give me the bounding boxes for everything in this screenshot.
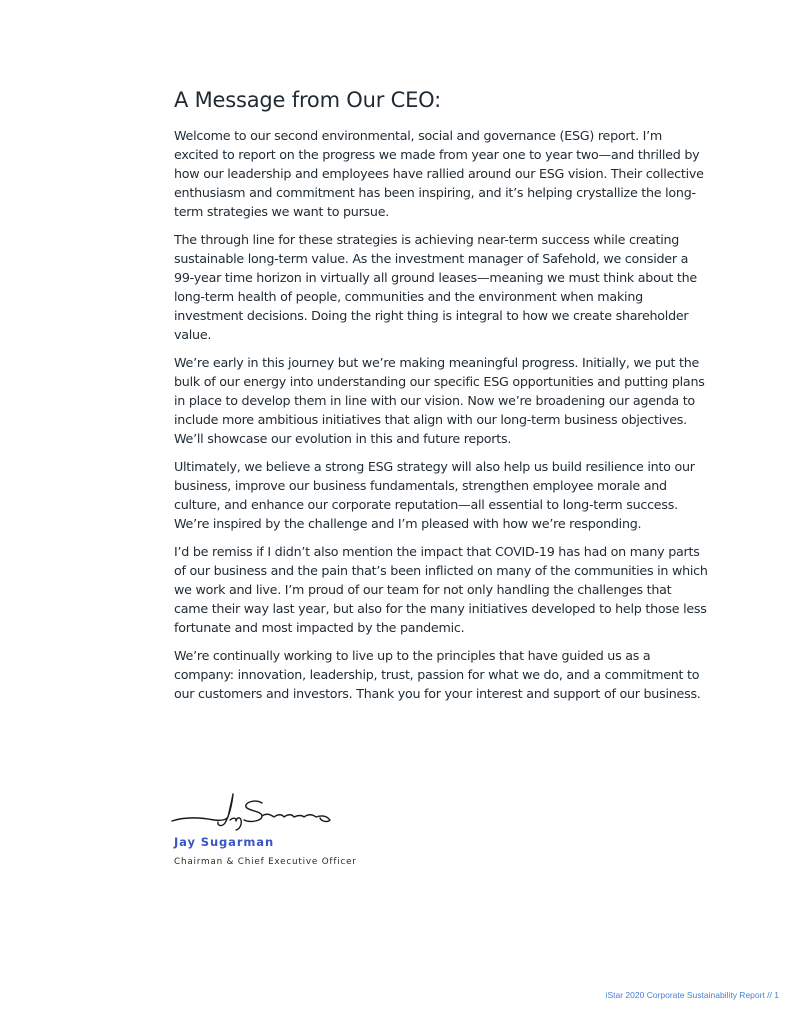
body-paragraph-3: We’re early in this journey but we’re making meaningful progress. Initially, we put the bulk of our energy into understanding our specific ESG opportunities and putting plans in place to develop them in line with our vision. Now we’re broadening our agenda to include more ambitious initiatives that align with our long-term business objectives. We’ll showcase our evolution in this and future reports. xyxy=(174,355,705,447)
page-footer: iStar 2020 Corporate Sustainability Report // 1 xyxy=(605,990,779,1000)
body-paragraph-1: Welcome to our second environmental, social and governance (ESG) report. I’m excited to report on the progress we made from year one to year two—and thrilled by how our leadership and employees have rallied around our ESG vision. Their collective enthusiasm and commitment has been inspiring, and it’s helping crystallize the long-term strategies we want to pursue. xyxy=(174,128,704,220)
body-paragraph-4: Ultimately, we believe a strong ESG strategy will also help us build resilience into our business, improve our business fundamentals, strengthen employee morale and culture, and enhance our corporate reputation—all essential to long-term success. We’re inspired by the challenge and I’m pleased with how we’re responding. xyxy=(174,459,695,532)
body-paragraph-5: I’d be remiss if I didn’t also mention the impact that COVID-19 has had on many parts of our business and the pain that’s been inflicted on many of the communities in which we work and live. I’m proud of our team for not only handling the challenges that came their way last year, but also for the many initiatives developed to help those less fortunate and most impacted by the pandemic. xyxy=(174,543,708,636)
body-paragraph-6: We’re continually working to live up to the principles that have guided us as a company: innovation, leadership, trust, passion for what we do, and a commitment to our customers and investors. Thank you for your interest and support of our business. xyxy=(174,647,701,702)
handwritten-signature xyxy=(170,790,335,832)
letter-content xyxy=(174,88,709,712)
page-title: A Message from Our CEO: xyxy=(174,88,442,112)
body-paragraph-2: The through line for these strategies is achieving near-term success while creating sustainable long-term value. As the investment manager of Safehold, we consider a 99-year time horizon in virtually all ground leases—meaning we must think about the long-term health of people, communities and the environment when making investment decisions. Doing the right thing is integral to how we create shareholder value. xyxy=(174,231,697,343)
sidebar-title-graphic xyxy=(67,0,167,900)
sidebar-outline-title xyxy=(67,0,167,900)
signatory-title: Chairman & Chief Executive Officer xyxy=(174,857,357,867)
signatory-name: Jay Sugarman xyxy=(174,835,275,849)
